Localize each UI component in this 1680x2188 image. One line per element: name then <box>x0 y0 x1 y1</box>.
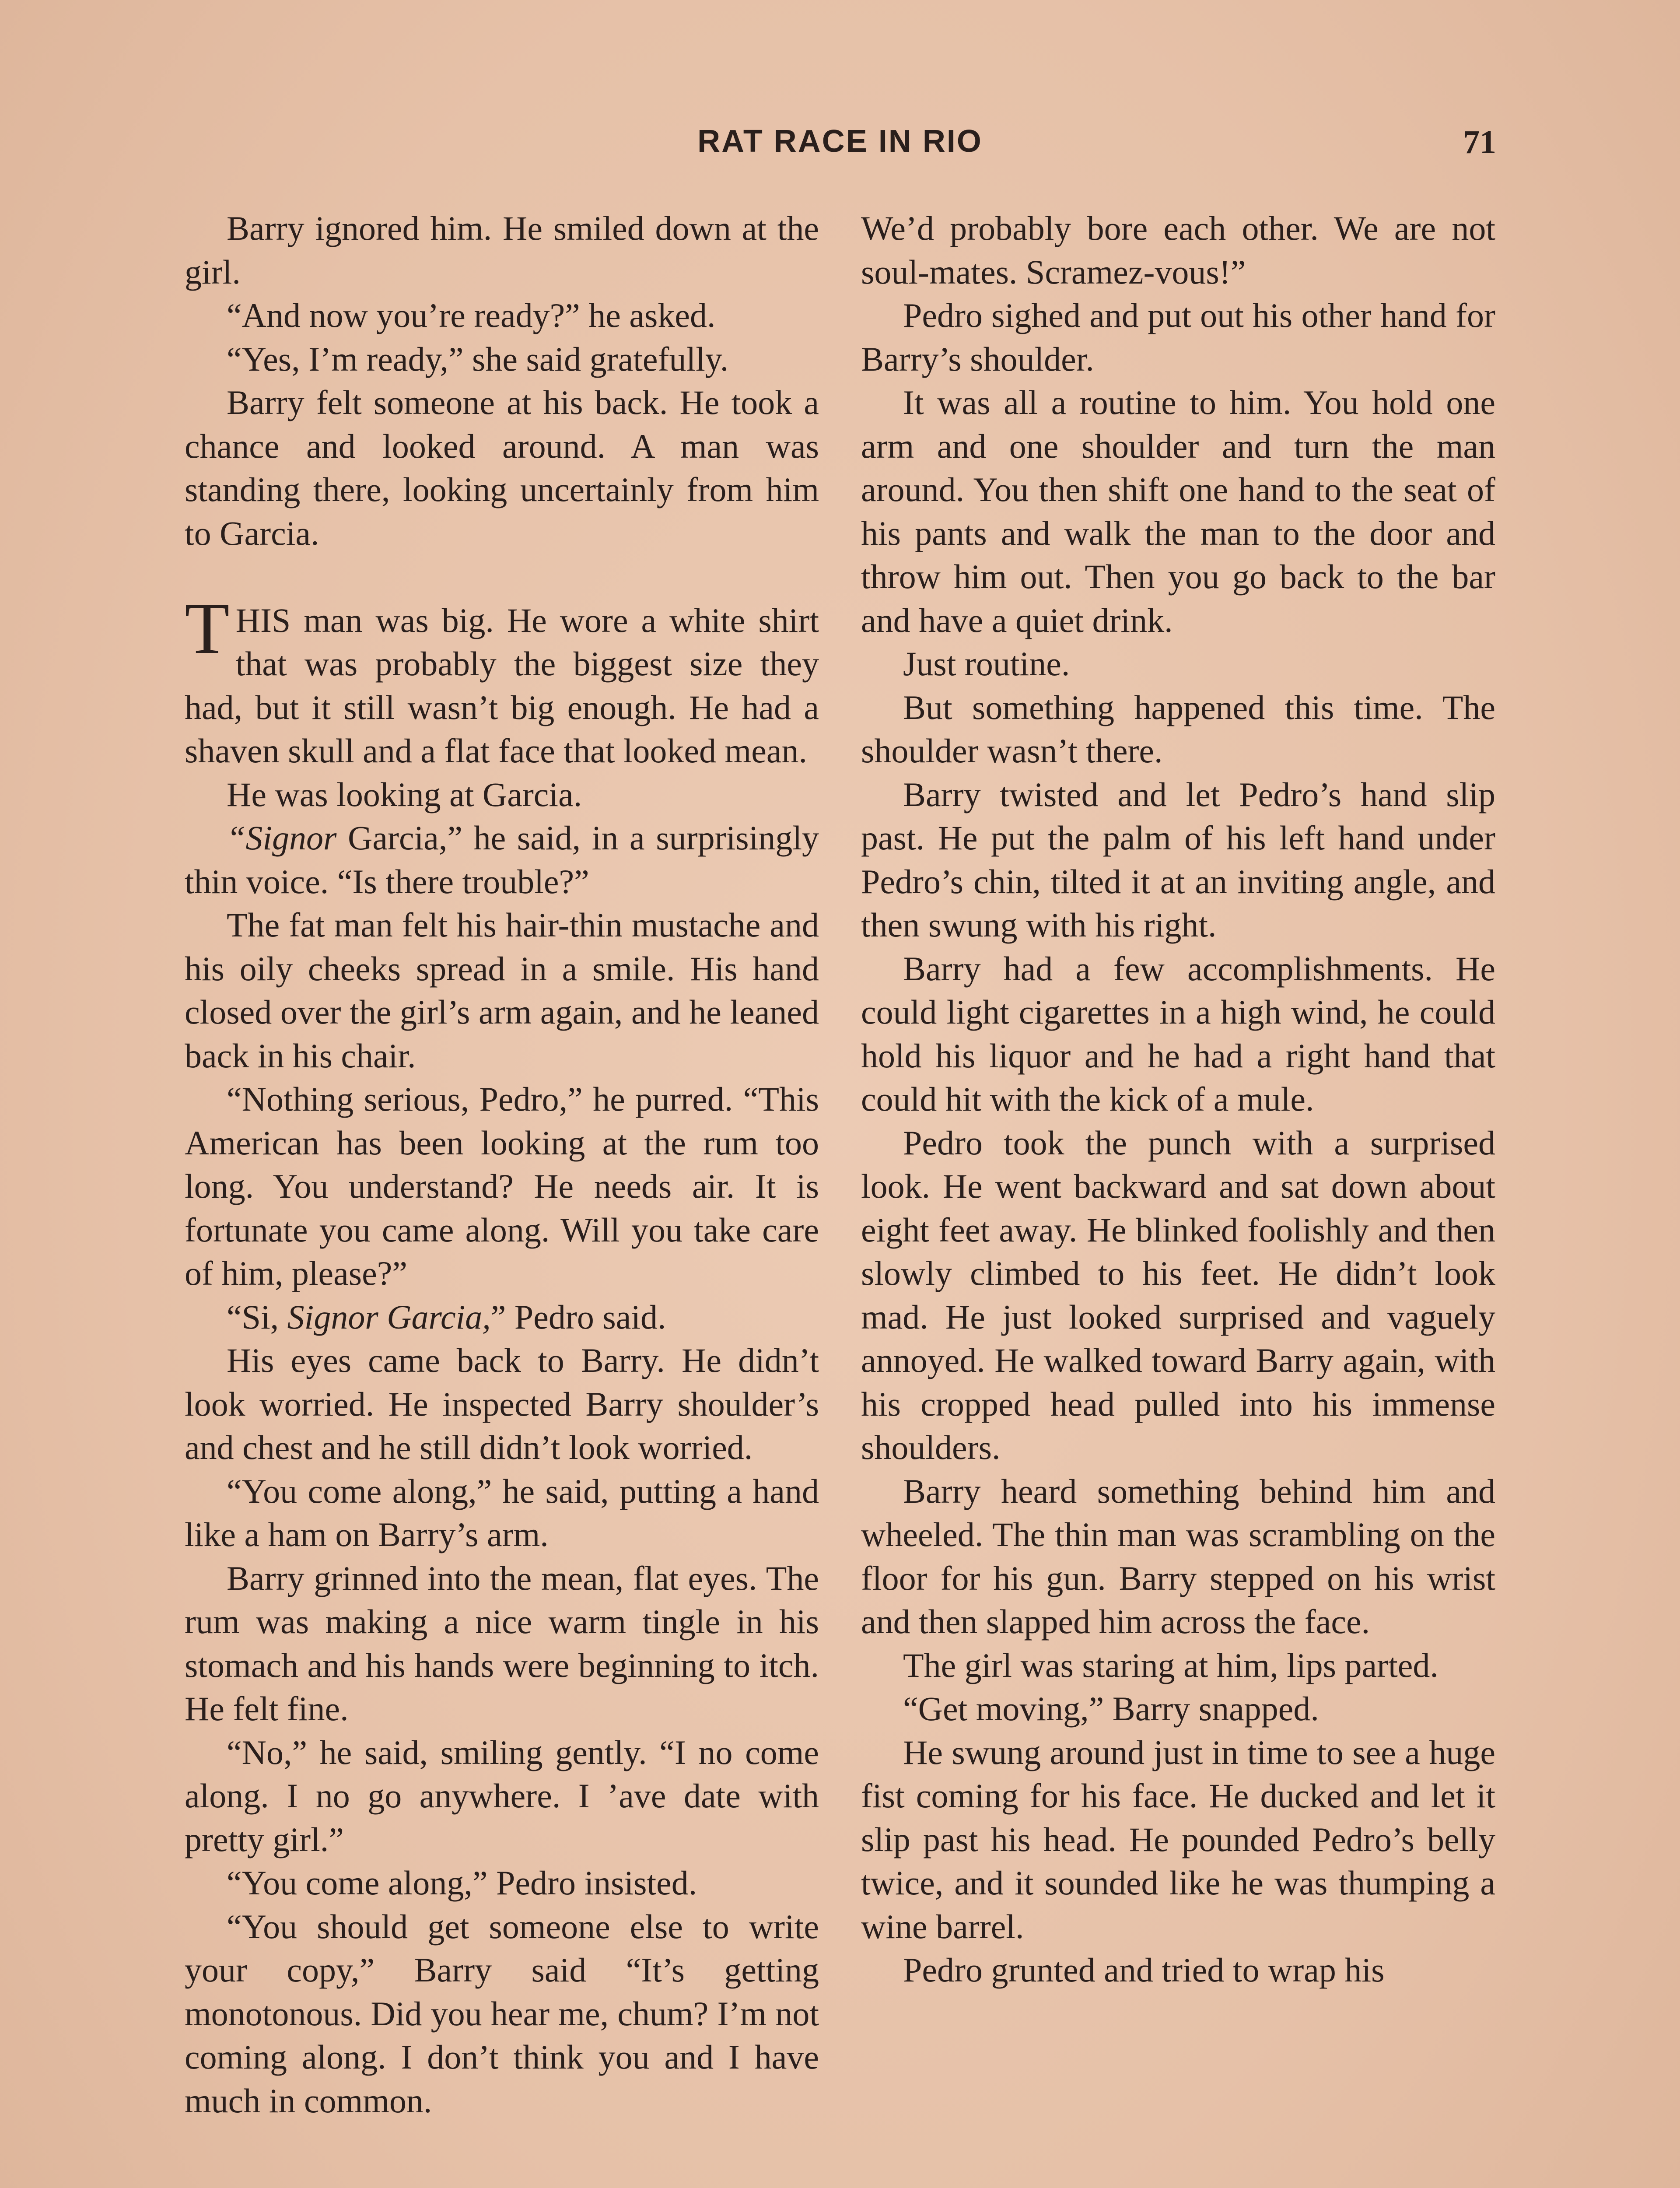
paragraph: His eyes came back to Barry. He didn’t look worried. He inspected Barry shoulder’s and chest and he still didn’t look worried. <box>185 1341 819 1466</box>
paragraph: “You should get someone else to write your copy,” Barry said “It’s getting monotonous. Did you hear me, chum? I’m not coming along. I don’t think you and I have much in common. <box>185 1907 819 2120</box>
section-opening-paragraph <box>185 587 819 773</box>
paragraph-text: HIS man was big. He wore a white shirt that was probably the biggest size they had, but it still wasn’t big enough. He had a shaven skull and a flat face that looked mean. <box>185 601 819 770</box>
italic-text: Signor Garcia, <box>287 1297 491 1336</box>
drop-cap: T <box>185 587 230 669</box>
left-text-column <box>185 207 819 2188</box>
paragraph: Pedro sighed and put out his other hand for Barry’s shoulder. <box>861 296 1495 378</box>
paragraph <box>185 1295 819 1339</box>
paragraph: Barry grinned into the mean, flat eyes. The rum was making a nice warm tingle in his stomach and his hands were beginning to itch. He felt fine. <box>185 1559 819 1728</box>
paragraph: Barry twisted and let Pedro’s hand slip past. He put the palm of his left hand under Pedro’s chin, tilted it at an inviting angle, and then swung with his right. <box>861 775 1495 944</box>
paragraph-text: ” Pedro said. <box>490 1297 666 1336</box>
right-text-column <box>861 207 1495 2188</box>
paragraph: “And now you’re ready?” he asked. <box>227 296 716 334</box>
paragraph: Pedro took the punch with a surprised look. He went backward and sat down about eight feet away. He blinked foolishly and then slowly climbed to his feet. He didn’t look mad. He just looked surprised and vaguely annoyed. He walked toward Barry again, with his cropped head pulled into his immense shoulders. <box>861 1123 1495 1466</box>
paragraph: Barry had a few accomplishments. He could light cigarettes in a high wind, he could hold his liquor and he had a right hand that could hit with the kick of a mule. <box>861 949 1495 1118</box>
page-header <box>184 123 1496 172</box>
paragraph: “No,” he said, smiling gently. “I no come along. I no go anywhere. I ’ave date with pretty girl.” <box>185 1733 819 1858</box>
page-number: 71 <box>1463 124 1496 161</box>
paragraph <box>185 816 819 903</box>
paragraph: “Get moving,” Barry snapped. <box>903 1690 1319 1728</box>
paragraph: Barry ignored him. He smiled down at the girl. <box>185 209 819 291</box>
running-title: RAT RACE IN RIO <box>697 124 983 159</box>
paragraph-text: Garcia,” he said, in a surprisingly thin voice. “Is there trouble?” <box>185 819 819 901</box>
paragraph: The fat man felt his hair-thin mustache and his oily cheeks spread in a smile. His hand closed over the girl’s arm again, and he leaned back in his chair. <box>185 906 819 1075</box>
paragraph: He swung around just in time to see a huge fist coming for his face. He ducked and let it slip past his head. He pounded Pedro’s belly twice, and it sounded like he was thumping a wine barrel. <box>861 1733 1495 1946</box>
paragraph: “Yes, I’m ready,” she said gratefully. <box>227 340 729 378</box>
paragraph: Barry heard something behind him and wheeled. The thin man was scrambling on the floor for his gun. Barry stepped on his wrist and then slapped him across the face. <box>861 1472 1495 1641</box>
paragraph-continued: We’d probably bore each other. We are not soul-mates. Scramez-vous!” <box>861 209 1495 291</box>
paragraph: Just routine. <box>903 645 1070 683</box>
paragraph: Barry felt someone at his back. He took a chance and looked around. A man was standing there, looking uncertainly from him to Garcia. <box>185 383 819 552</box>
paragraph: “Nothing serious, Pedro,” he purred. “This American has been looking at the rum too long. You understand? He needs air. It is fortunate you came along. Will you take care of him, please?” <box>185 1080 819 1292</box>
paragraph: He was looking at Garcia. <box>227 775 582 813</box>
paragraph: But something happened this time. The shoulder wasn’t there. <box>861 688 1495 770</box>
paragraph: “You come along,” he said, putting a hand like a ham on Barry’s arm. <box>185 1472 819 1553</box>
paragraph-text: “Si, <box>227 1297 287 1336</box>
paragraph: “You come along,” Pedro insisted. <box>227 1864 697 1902</box>
italic-text: “Signor <box>227 819 337 857</box>
paragraph: Pedro grunted and tried to wrap his <box>903 1951 1385 1989</box>
paragraph: It was all a routine to him. You hold one arm and one shoulder and turn the man around. You then shift one hand to the seat of his pants and walk the man to the door and throw him out. Then you go back to the bar and have a quiet drink. <box>861 383 1495 639</box>
paragraph: The girl was staring at him, lips parted. <box>903 1646 1438 1684</box>
